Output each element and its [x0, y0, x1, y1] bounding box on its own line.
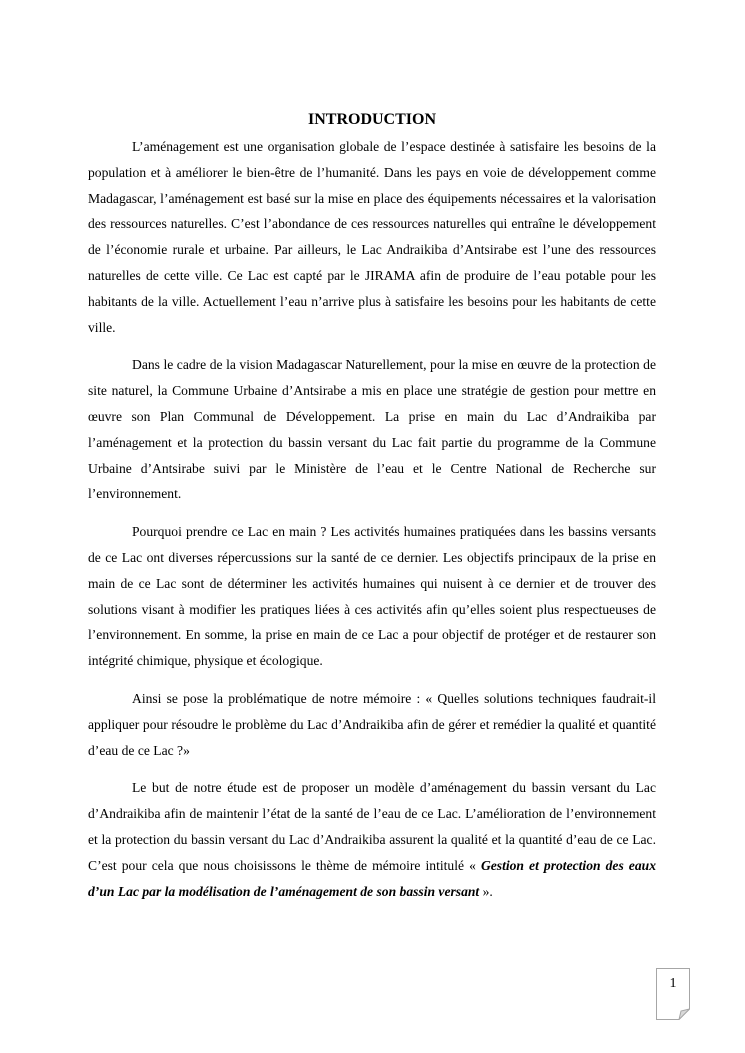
paragraph-5-tail: ». — [479, 883, 493, 899]
paragraph-4: Ainsi se pose la problématique de notre mémoire : « Quelles solutions techniques faudrait-il appliquer pour résoudre le problème du Lac d’Andraikiba afin de gérer et remédier la qualité et quantité d’eau de ce Lac ?» — [88, 690, 656, 758]
paragraph-5 — [88, 775, 656, 904]
paragraph-5-lead: Le but de notre étude est de proposer un modèle d’aménagement du bassin versant du Lac d’Andraikiba afin de maintenir l’état de la santé de l’eau de ce Lac. L’amélioration de l’environnement et la protection du bassin versant du Lac d’Andraikiba assurent la qualité et la quantité d’eau de ce Lac. C’est pour cela que nous choisissons le thème de mémoire intitulé « — [88, 780, 656, 873]
document-page — [88, 108, 656, 916]
paragraph-3: Pourquoi prendre ce Lac en main ? Les activités humaines pratiquées dans les bassins versants de ce Lac ont diverses répercussions sur la santé de ce dernier. Les objectifs principaux de la prise en main de ce Lac sont de déterminer les activités humaines qui nuisent à ce dernier et de trouver des solutions visant à modifier les pratiques liées à ces activités afin qu’elles soient plus respectueuses de l’environnement. En somme, la prise en main de ce Lac a pour objectif de protéger et de restaurer son intégrité chimique, physique et écologique. — [88, 524, 656, 669]
page-number-box — [656, 968, 690, 1020]
paragraph-2: Dans le cadre de la vision Madagascar Naturellement, pour la mise en œuvre de la protection de site naturel, la Commune Urbaine d’Antsirabe a mis en place une stratégie de gestion pour mettre en œuvre son Plan Communal de Développement. La prise en main du Lac d’Andraikiba par l’aménagement et la protection du bassin versant du Lac fait partie du programme de la Commune Urbaine d’Antsirabe suivi par le Ministère de l’eau et le Centre National de Recherche sur l’environnement. — [88, 357, 656, 502]
page-title: INTRODUCTION — [307, 111, 436, 128]
page-number: 1 — [669, 976, 677, 991]
paragraph-1: L’aménagement est une organisation globale de l’espace destinée à satisfaire les besoins de la population et à améliorer le bien-être de l’humanité. Dans les pays en voie de développement comme Madagascar, l’aménagement est basé sur la mise en place des équipements nécessaires et la valorisation des ressources naturelles. C’est l’abondance de ces ressources naturelles qui entraîne le développement de l’économie rurale et urbaine. Par ailleurs, le Lac Andraikiba d’Antsirabe est l’une des ressources naturelles de cette ville. Ce Lac est capté par le JIRAMA afin de produire de l’eau potable pour les habitants de la ville. Actuellement l’eau n’arrive plus à satisfaire les besoins pour les habitants de cette ville. — [88, 139, 656, 335]
memoir-theme-title: Gestion et protection des eaux d’un Lac par la modélisation de l’aménagement de son bassin versant — [88, 857, 656, 899]
